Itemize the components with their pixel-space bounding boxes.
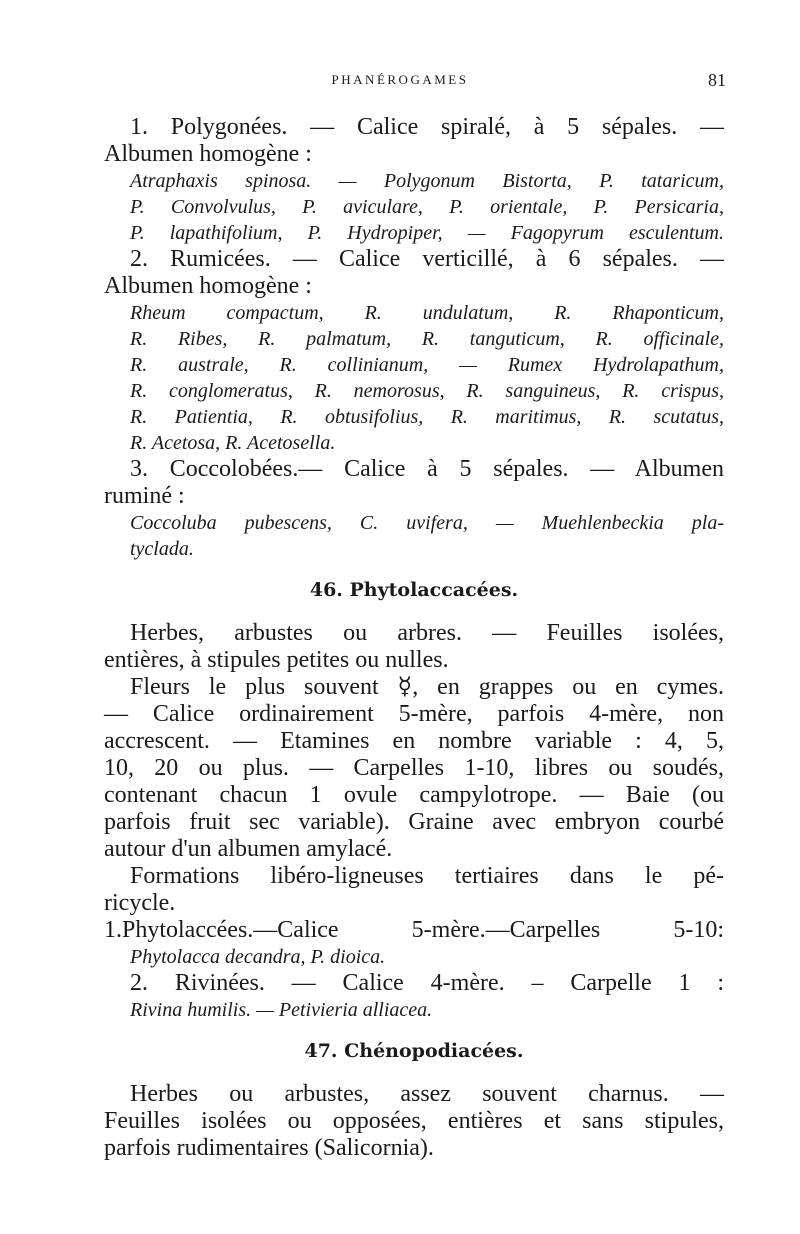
- text-line: contenant chacun 1 ovule campylotrope. — Baie (ou: [104, 782, 724, 808]
- running-head: [0, 72, 800, 96]
- text-line: 3. Coccolobées.— Calice à 5 sépales. — Albumen: [130, 456, 724, 482]
- text-line: 2. Rivinées. — Calice 4-mère. – Carpelle 1 :: [130, 970, 724, 996]
- family-heading-46: 46. Phytolaccacées.: [309, 579, 519, 601]
- text-line: — Calice ordinairement 5-mère, parfois 4-mère, non: [104, 701, 724, 727]
- family-heading-47: 47. Chénopodiacées.: [304, 1040, 524, 1062]
- species-line: R. Ribes, R. palmatum, R. tanguticum, R. officinale,: [130, 328, 724, 350]
- species-line: P. Convolvulus, P. aviculare, P. orientale, P. Persicaria,: [130, 196, 724, 218]
- species-line: R. Acetosa, R. Acetosella.: [130, 432, 336, 454]
- page-number: 81: [708, 70, 726, 90]
- text-line: entières, à stipules petites ou nulles.: [104, 647, 449, 673]
- species-line: Rheum compactum, R. undulatum, R. Rhaponticum,: [130, 302, 724, 324]
- text-line: Albumen homogène :: [104, 141, 312, 167]
- text-line: Fleurs le plus souvent ☿, en grappes ou en cymes.: [130, 674, 724, 700]
- text-line: ruminé :: [104, 483, 185, 509]
- species-line: R. australe, R. collinianum, — Rumex Hydrolapathum,: [130, 354, 724, 376]
- text-line: parfois rudimentaires (Salicornia).: [104, 1135, 434, 1161]
- text-line: ricycle.: [104, 890, 176, 916]
- species-line: tyclada.: [130, 538, 194, 560]
- page-body: [104, 114, 724, 1162]
- running-head-title: PHANÉROGAMES: [331, 72, 469, 87]
- text-line: Formations libéro-ligneuses tertiaires dans le pé-: [130, 863, 724, 889]
- text-line: Albumen homogène :: [104, 273, 312, 299]
- text-line: autour d'un albumen amylacé.: [104, 836, 393, 862]
- species-line: R. conglomeratus, R. nemorosus, R. sanguineus, R. crispus,: [130, 380, 724, 402]
- species-line: Coccoluba pubescens, C. uvifera, — Muehlenbeckia pla-: [130, 512, 724, 534]
- text-line: parfois fruit sec variable). Graine avec embryon courbé: [104, 809, 724, 835]
- species-line: Atraphaxis spinosa. — Polygonum Bistorta, P. tataricum,: [130, 170, 724, 192]
- text-line: Herbes, arbustes ou arbres. — Feuilles isolées,: [130, 620, 724, 646]
- species-line: P. lapathifolium, P. Hydropiper, — Fagopyrum esculentum.: [130, 222, 724, 244]
- text-line: Feuilles isolées ou opposées, entières et sans stipules,: [104, 1108, 724, 1134]
- text-line: 10, 20 ou plus. — Carpelles 1-10, libres ou soudés,: [104, 755, 724, 781]
- text-line: 1. Polygonées. — Calice spiralé, à 5 sépales. —: [130, 114, 724, 140]
- text-line: Herbes ou arbustes, assez souvent charnus. —: [130, 1081, 724, 1107]
- text-line: 1.Phytolaccées.—Calice 5-mère.—Carpelles 5-10:: [104, 917, 724, 943]
- species-line: R. Patientia, R. obtusifolius, R. maritimus, R. scutatus,: [130, 406, 724, 428]
- species-line: Rivina humilis. — Petivieria alliacea.: [130, 999, 433, 1021]
- text-line: 2. Rumicées. — Calice verticillé, à 6 sépales. —: [130, 246, 724, 272]
- text-line: accrescent. — Etamines en nombre variable : 4, 5,: [104, 728, 724, 754]
- species-line: Phytolacca decandra, P. dioica.: [130, 946, 386, 968]
